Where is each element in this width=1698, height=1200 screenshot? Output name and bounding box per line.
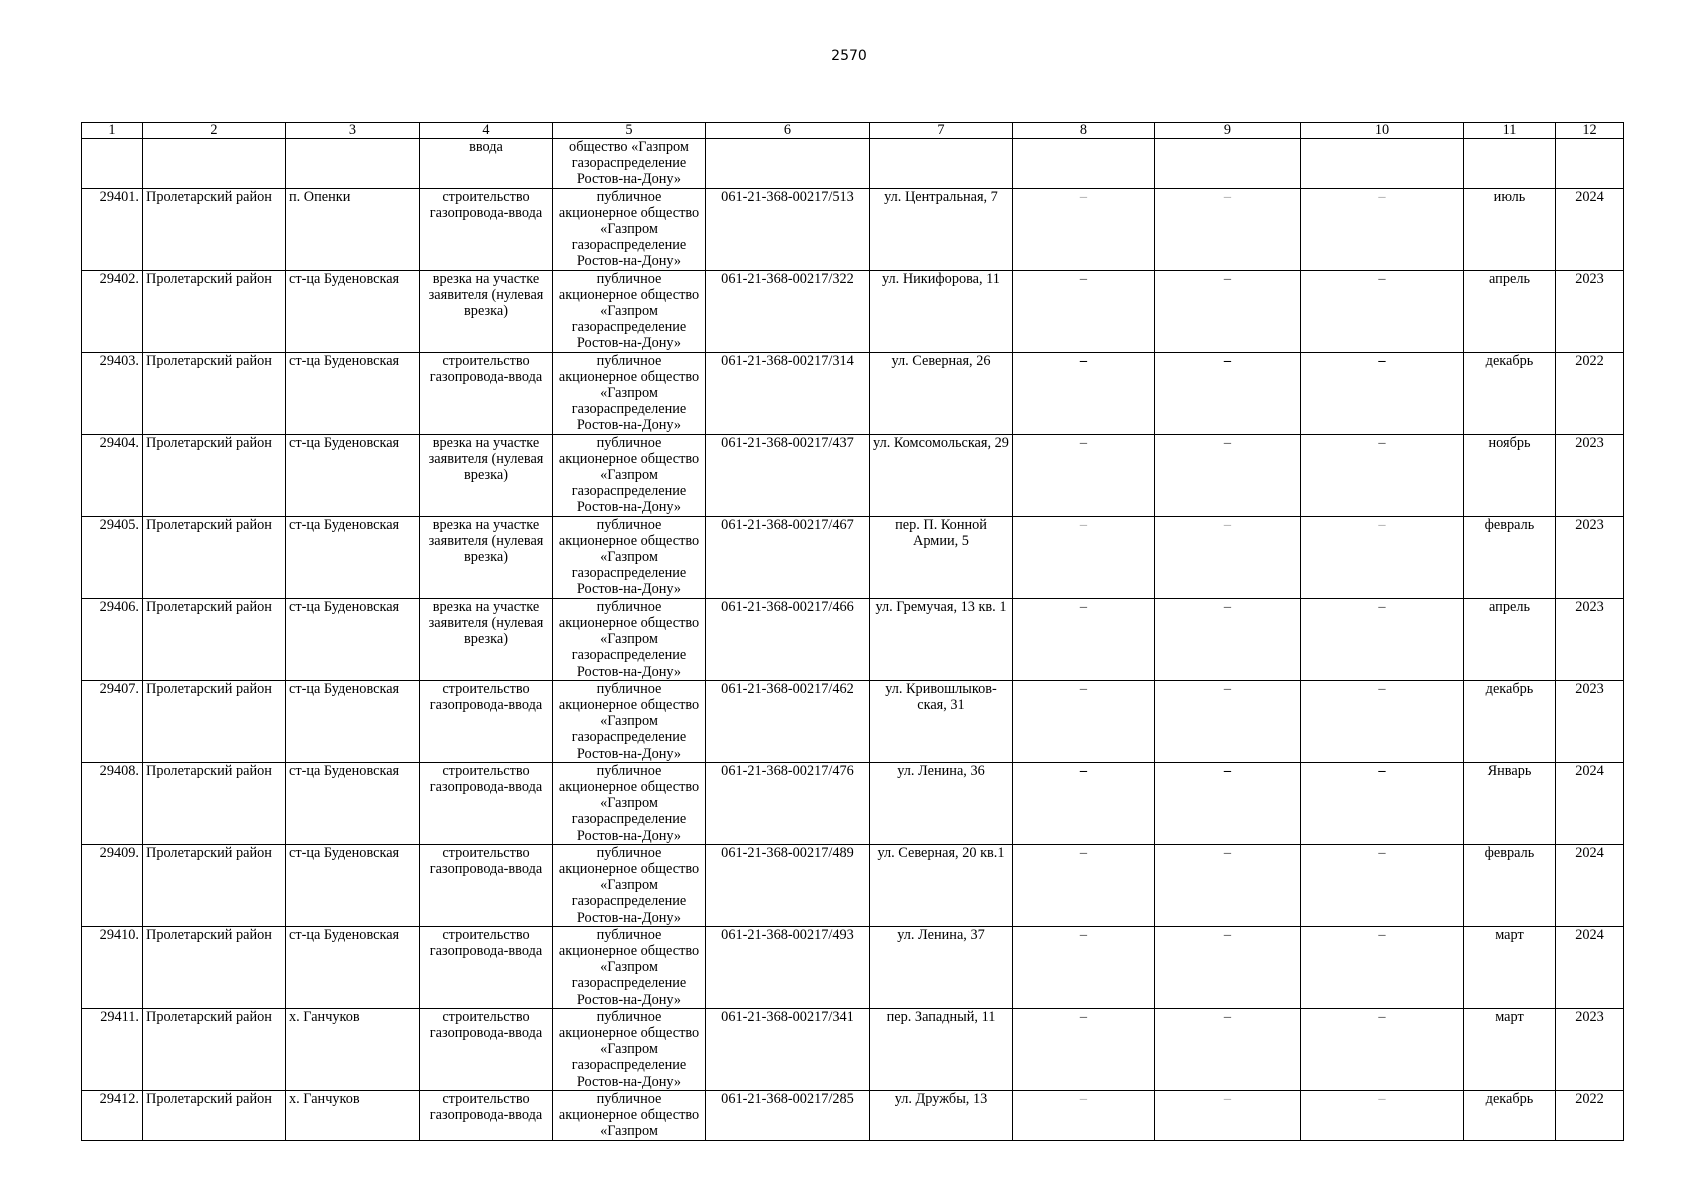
column-10-cell: – (1301, 434, 1464, 516)
table-row (82, 680, 1624, 762)
column-header: 11 (1464, 123, 1556, 139)
column-8-cell: – (1013, 352, 1155, 434)
column-8-cell: – (1013, 680, 1155, 762)
locality-cell: х. Ганчуков (286, 1008, 420, 1090)
work-type-cell: строительство газопровода-ввода (420, 1090, 553, 1140)
organization-cell: публичное акционерное общество «Газпром газораспределение Ростов-на-Дону» (553, 352, 706, 434)
organization-cell: публичное акционерное общество «Газпром газораспределение Ростов-на-Дону» (553, 844, 706, 926)
column-header: 5 (553, 123, 706, 139)
column-8-cell: – (1013, 762, 1155, 844)
column-8-cell: – (1013, 516, 1155, 598)
address-cell: пер. Западный, 11 (870, 1008, 1013, 1090)
contract-number-cell: 061-21-368-00217/466 (706, 598, 870, 680)
work-type-cell: ввода (420, 139, 553, 189)
row-number-cell: 29408. (82, 762, 143, 844)
month-cell: март (1464, 926, 1556, 1008)
district-cell: Пролетарский район (143, 926, 286, 1008)
table-row (82, 926, 1624, 1008)
locality-cell: ст-ца Буденовская (286, 762, 420, 844)
column-10-cell: – (1301, 188, 1464, 270)
locality-cell: ст-ца Буденовская (286, 516, 420, 598)
address-cell: ул. Гремучая, 13 кв. 1 (870, 598, 1013, 680)
column-9-cell: – (1155, 516, 1301, 598)
registry-table (81, 122, 1624, 1141)
contract-number-cell: 061-21-368-00217/476 (706, 762, 870, 844)
column-8-cell: – (1013, 926, 1155, 1008)
locality-cell: ст-ца Буденовская (286, 270, 420, 352)
column-9-cell: – (1155, 762, 1301, 844)
column-9-cell: – (1155, 270, 1301, 352)
contract-number-cell: 061-21-368-00217/322 (706, 270, 870, 352)
row-number-cell: 29409. (82, 844, 143, 926)
organization-cell: публичное акционерное общество «Газпром (553, 1090, 706, 1140)
column-header: 8 (1013, 123, 1155, 139)
work-type-cell: строительство газопровода-ввода (420, 762, 553, 844)
month-cell: ноябрь (1464, 434, 1556, 516)
locality-cell: х. Ганчуков (286, 1090, 420, 1140)
column-header: 9 (1155, 123, 1301, 139)
row-number-cell: 29403. (82, 352, 143, 434)
column-10-cell: – (1301, 1090, 1464, 1140)
address-cell: ул. Северная, 26 (870, 352, 1013, 434)
column-10-cell: – (1301, 926, 1464, 1008)
column-9-cell: – (1155, 352, 1301, 434)
district-cell: Пролетарский район (143, 352, 286, 434)
table-row (82, 188, 1624, 270)
column-9-cell: – (1155, 188, 1301, 270)
contract-number-cell: 061-21-368-00217/489 (706, 844, 870, 926)
column-8-cell: – (1013, 1008, 1155, 1090)
column-9-cell: – (1155, 1090, 1301, 1140)
row-number-cell: 29404. (82, 434, 143, 516)
district-cell: Пролетарский район (143, 844, 286, 926)
column-9-cell: – (1155, 926, 1301, 1008)
column-9-cell: – (1155, 1008, 1301, 1090)
organization-cell: публичное акционерное общество «Газпром газораспределение Ростов-на-Дону» (553, 434, 706, 516)
month-cell: февраль (1464, 516, 1556, 598)
address-cell: ул. Ленина, 36 (870, 762, 1013, 844)
organization-cell: публичное акционерное общество «Газпром газораспределение Ростов-на-Дону» (553, 762, 706, 844)
month-cell: декабрь (1464, 1090, 1556, 1140)
contract-number-cell: 061-21-368-00217/341 (706, 1008, 870, 1090)
row-number-cell: 29410. (82, 926, 143, 1008)
work-type-cell: врезка на участке заявителя (нулевая врезка) (420, 270, 553, 352)
year-cell: 2022 (1556, 1090, 1624, 1140)
table-row (82, 844, 1624, 926)
column-10-cell: – (1301, 844, 1464, 926)
row-number-cell: 29407. (82, 680, 143, 762)
year-cell: 2023 (1556, 680, 1624, 762)
district-cell: Пролетарский район (143, 598, 286, 680)
column-10-cell: – (1301, 1008, 1464, 1090)
contract-number-cell: 061-21-368-00217/437 (706, 434, 870, 516)
district-cell: Пролетарский район (143, 188, 286, 270)
year-cell: 2023 (1556, 516, 1624, 598)
table-row (82, 1090, 1624, 1140)
contract-number-cell: 061-21-368-00217/513 (706, 188, 870, 270)
row-number-cell: 29412. (82, 1090, 143, 1140)
column-header: 10 (1301, 123, 1464, 139)
month-cell: декабрь (1464, 352, 1556, 434)
column-9-cell: – (1155, 434, 1301, 516)
locality-cell: ст-ца Буденовская (286, 844, 420, 926)
organization-cell: общество «Газпром газораспределение Ростов-на-Дону» (553, 139, 706, 189)
column-10-cell: – (1301, 762, 1464, 844)
month-cell: декабрь (1464, 680, 1556, 762)
work-type-cell: врезка на участке заявителя (нулевая врезка) (420, 598, 553, 680)
address-cell: ул. Никифорова, 11 (870, 270, 1013, 352)
year-cell: 2023 (1556, 1008, 1624, 1090)
organization-cell: публичное акционерное общество «Газпром газораспределение Ростов-на-Дону» (553, 1008, 706, 1090)
column-header: 6 (706, 123, 870, 139)
column-header: 12 (1556, 123, 1624, 139)
table-row (82, 434, 1624, 516)
address-cell: ул. Ленина, 37 (870, 926, 1013, 1008)
column-8-cell: – (1013, 434, 1155, 516)
column-8-cell: – (1013, 1090, 1155, 1140)
work-type-cell: врезка на участке заявителя (нулевая врезка) (420, 434, 553, 516)
contract-number-cell: 061-21-368-00217/462 (706, 680, 870, 762)
organization-cell: публичное акционерное общество «Газпром газораспределение Ростов-на-Дону» (553, 926, 706, 1008)
contract-number-cell: 061-21-368-00217/285 (706, 1090, 870, 1140)
column-header: 1 (82, 123, 143, 139)
address-cell: пер. П. Конной Армии, 5 (870, 516, 1013, 598)
address-cell: ул. Дружбы, 13 (870, 1090, 1013, 1140)
year-cell: 2023 (1556, 598, 1624, 680)
locality-cell: ст-ца Буденовская (286, 434, 420, 516)
page-number: 2570 (831, 48, 867, 64)
year-cell: 2024 (1556, 188, 1624, 270)
column-9-cell: – (1155, 598, 1301, 680)
table-row (82, 516, 1624, 598)
table-row (82, 1008, 1624, 1090)
row-number-cell: 29411. (82, 1008, 143, 1090)
month-cell: март (1464, 1008, 1556, 1090)
organization-cell: публичное акционерное общество «Газпром газораспределение Ростов-на-Дону» (553, 680, 706, 762)
work-type-cell: врезка на участке заявителя (нулевая врезка) (420, 516, 553, 598)
locality-cell: ст-ца Буденовская (286, 680, 420, 762)
locality-cell: ст-ца Буденовская (286, 598, 420, 680)
row-number-cell: 29401. (82, 188, 143, 270)
work-type-cell: строительство газопровода-ввода (420, 680, 553, 762)
column-9-cell: – (1155, 680, 1301, 762)
organization-cell: публичное акционерное общество «Газпром газораспределение Ростов-на-Дону» (553, 188, 706, 270)
column-header: 7 (870, 123, 1013, 139)
row-number-cell: 29406. (82, 598, 143, 680)
column-10-cell: – (1301, 270, 1464, 352)
table-row (82, 270, 1624, 352)
address-cell: ул. Центральная, 7 (870, 188, 1013, 270)
row-number-cell: 29402. (82, 270, 143, 352)
contract-number-cell: 061-21-368-00217/493 (706, 926, 870, 1008)
organization-cell: публичное акционерное общество «Газпром газораспределение Ростов-на-Дону» (553, 270, 706, 352)
year-cell: 2022 (1556, 352, 1624, 434)
month-cell: апрель (1464, 598, 1556, 680)
work-type-cell: строительство газопровода-ввода (420, 352, 553, 434)
row-number-cell: 29405. (82, 516, 143, 598)
district-cell: Пролетарский район (143, 1008, 286, 1090)
year-cell: 2024 (1556, 762, 1624, 844)
column-10-cell: – (1301, 598, 1464, 680)
district-cell: Пролетарский район (143, 516, 286, 598)
work-type-cell: строительство газопровода-ввода (420, 1008, 553, 1090)
month-cell: апрель (1464, 270, 1556, 352)
table-row (82, 762, 1624, 844)
address-cell: ул. Северная, 20 кв.1 (870, 844, 1013, 926)
year-cell: 2023 (1556, 434, 1624, 516)
organization-cell: публичное акционерное общество «Газпром газораспределение Ростов-на-Дону» (553, 598, 706, 680)
work-type-cell: строительство газопровода-ввода (420, 926, 553, 1008)
address-cell: ул. Кривошлыков-ская, 31 (870, 680, 1013, 762)
work-type-cell: строительство газопровода-ввода (420, 188, 553, 270)
district-cell: Пролетарский район (143, 270, 286, 352)
locality-cell: п. Опенки (286, 188, 420, 270)
column-10-cell: – (1301, 516, 1464, 598)
column-8-cell: – (1013, 598, 1155, 680)
month-cell: июль (1464, 188, 1556, 270)
month-cell: Январь (1464, 762, 1556, 844)
organization-cell: публичное акционерное общество «Газпром газораспределение Ростов-на-Дону» (553, 516, 706, 598)
year-cell: 2023 (1556, 270, 1624, 352)
district-cell: Пролетарский район (143, 680, 286, 762)
district-cell: Пролетарский район (143, 434, 286, 516)
work-type-cell: строительство газопровода-ввода (420, 844, 553, 926)
month-cell: февраль (1464, 844, 1556, 926)
year-cell: 2024 (1556, 844, 1624, 926)
header-row (82, 123, 1624, 139)
column-9-cell: – (1155, 844, 1301, 926)
column-10-cell: – (1301, 352, 1464, 434)
column-header: 3 (286, 123, 420, 139)
column-8-cell: – (1013, 188, 1155, 270)
column-header: 2 (143, 123, 286, 139)
column-header: 4 (420, 123, 553, 139)
address-cell: ул. Комсомольская, 29 (870, 434, 1013, 516)
table-row (82, 352, 1624, 434)
column-8-cell: – (1013, 270, 1155, 352)
contract-number-cell: 061-21-368-00217/314 (706, 352, 870, 434)
contract-number-cell: 061-21-368-00217/467 (706, 516, 870, 598)
district-cell: Пролетарский район (143, 1090, 286, 1140)
locality-cell: ст-ца Буденовская (286, 352, 420, 434)
table-row (82, 598, 1624, 680)
locality-cell: ст-ца Буденовская (286, 926, 420, 1008)
column-10-cell: – (1301, 680, 1464, 762)
continuation-row (82, 139, 1624, 189)
district-cell: Пролетарский район (143, 762, 286, 844)
column-8-cell: – (1013, 844, 1155, 926)
year-cell: 2024 (1556, 926, 1624, 1008)
